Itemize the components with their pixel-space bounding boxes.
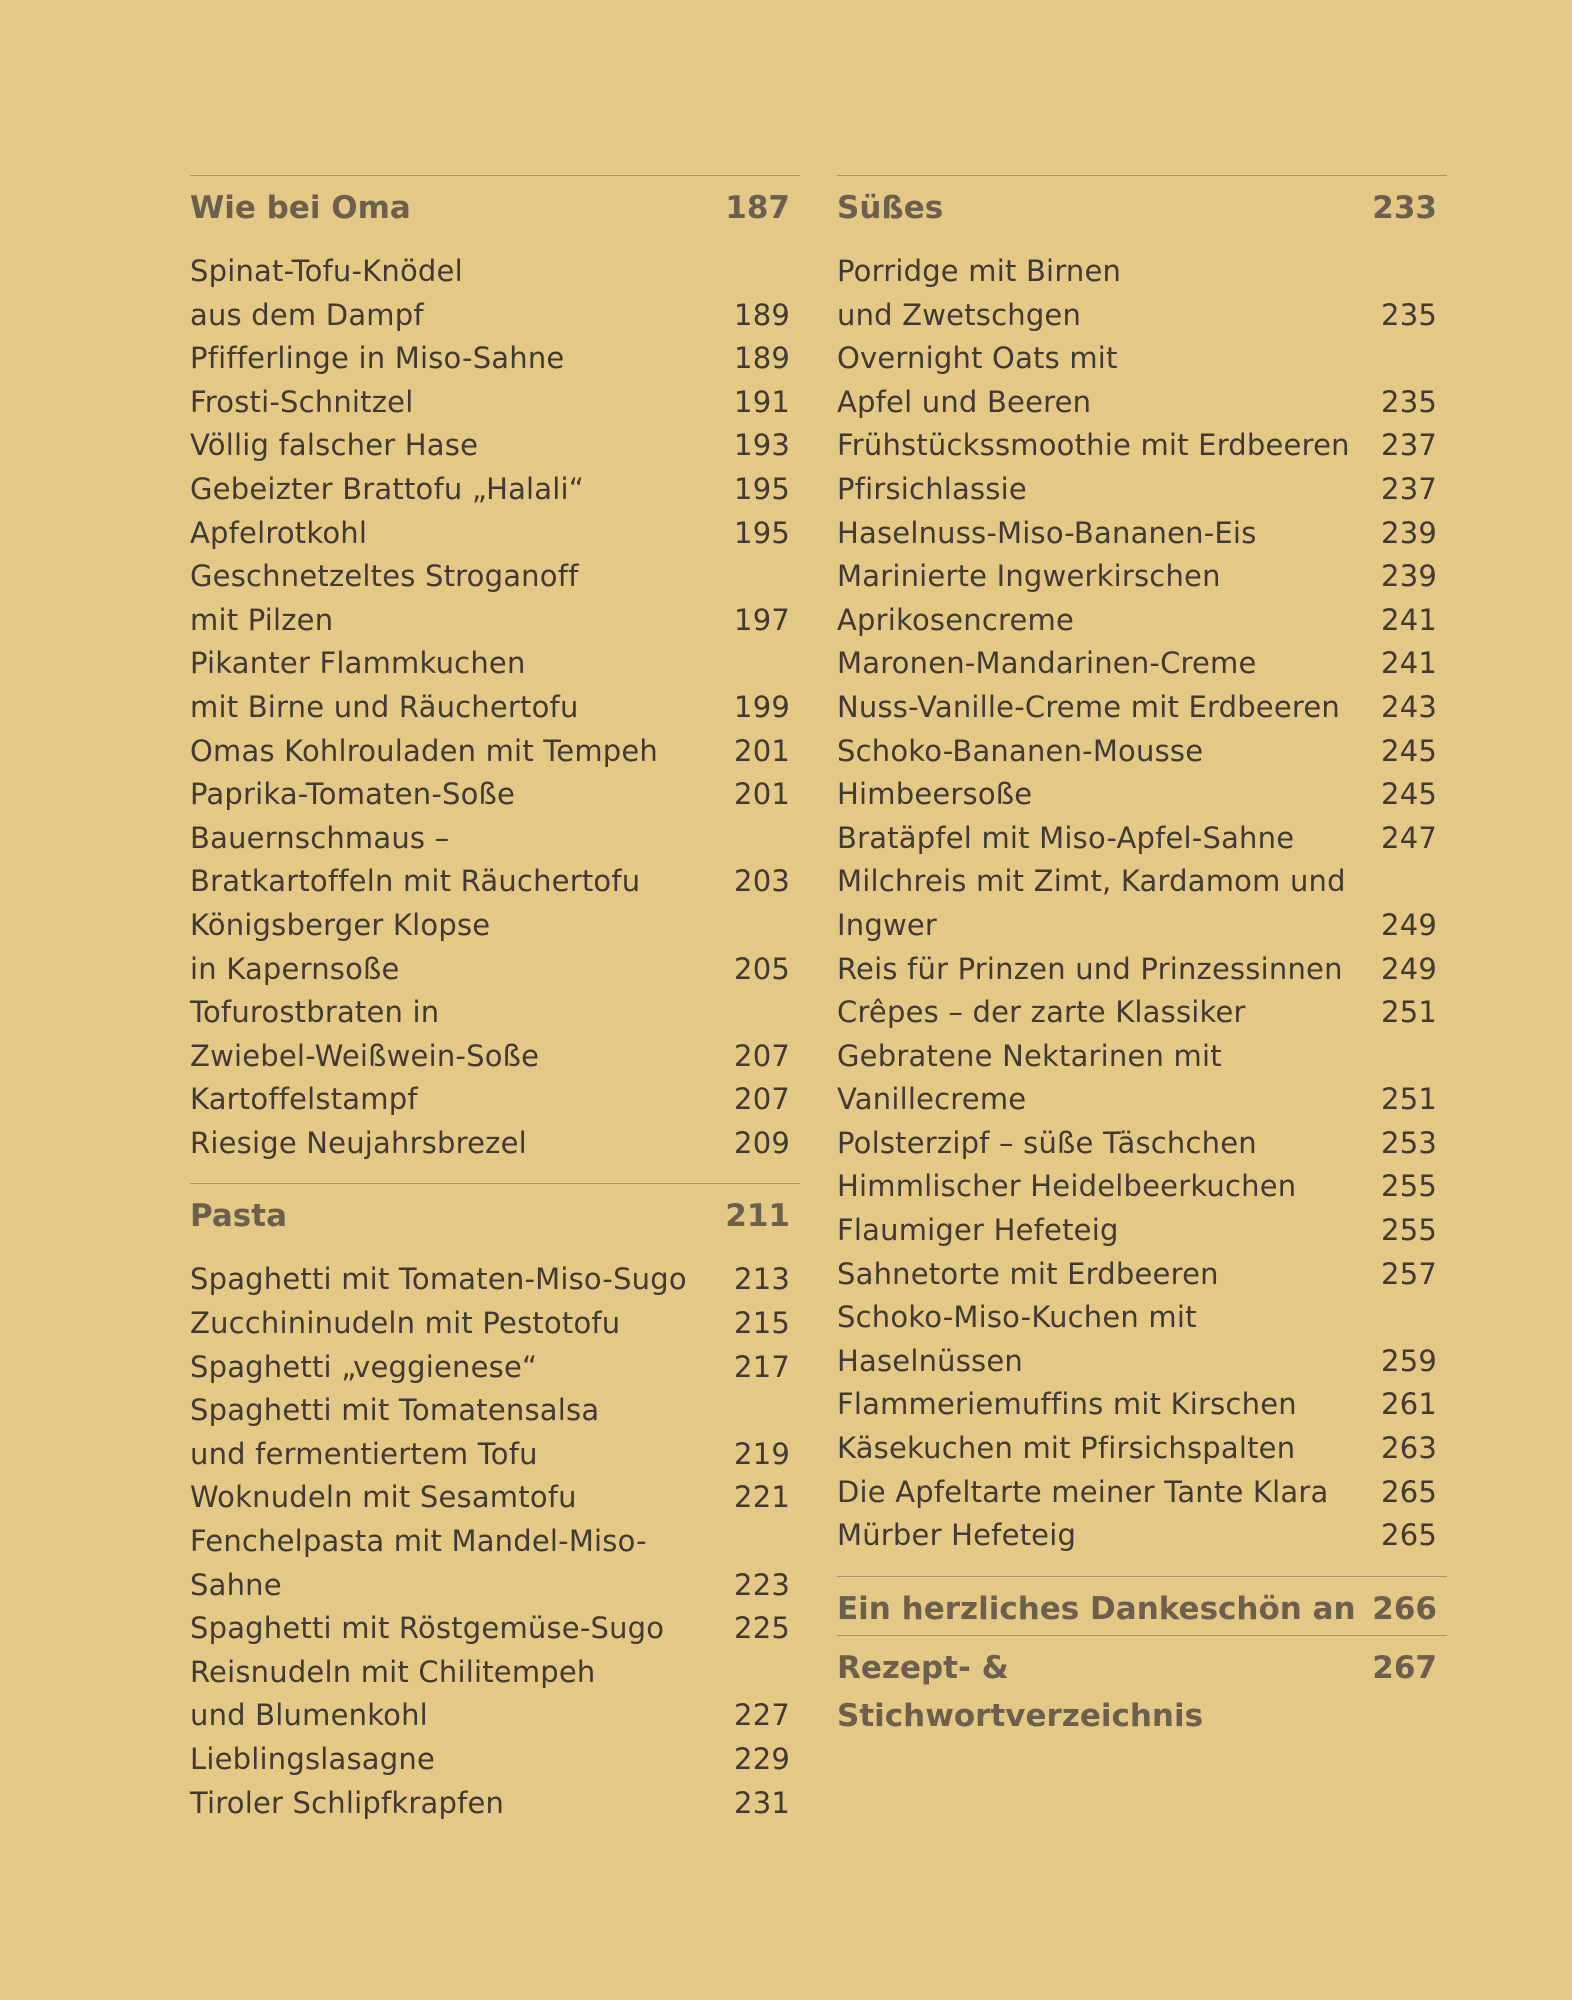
toc-entry[interactable]	[837, 1253, 1447, 1297]
entry-page-number: 193	[734, 428, 790, 463]
section-page-number: 266	[1372, 1590, 1437, 1627]
entry-title: Sahnetorte mit Erdbeeren	[837, 1256, 1219, 1291]
section-title: Wie bei Oma	[190, 190, 411, 226]
section-heading[interactable]	[190, 184, 800, 232]
section-title: Rezept- & Stichwortverzeichnis	[837, 1649, 1204, 1734]
entry-page-number: 235	[1381, 297, 1437, 332]
toc-entry[interactable]	[837, 250, 1447, 294]
entry-page-number: 245	[1381, 777, 1437, 812]
toc-left-column	[190, 175, 800, 1843]
entry-title: Kartoffelstampf	[190, 1082, 418, 1117]
entry-title: mit Birne und Räuchertofu	[190, 689, 579, 724]
entry-page-number: 219	[734, 1436, 790, 1471]
entry-page-number: 227	[734, 1698, 790, 1733]
entry-title: Tiroler Schlipfkrapfen	[190, 1785, 505, 1820]
entry-page-number: 237	[1381, 428, 1437, 463]
toc-entry[interactable]	[837, 468, 1447, 512]
entry-title: und Zwetschgen	[837, 297, 1082, 332]
toc-entry[interactable]	[190, 1433, 800, 1477]
entry-page-number: 257	[1381, 1256, 1437, 1291]
toc-entry[interactable]	[837, 1383, 1447, 1427]
toc-entry[interactable]	[837, 948, 1447, 992]
toc-entry[interactable]	[837, 424, 1447, 468]
entry-title: Milchreis mit Zimt, Kardamom und	[837, 864, 1346, 899]
entry-page-number: 231	[734, 1785, 790, 1820]
toc-entry[interactable]	[837, 817, 1447, 861]
entry-page-number: 203	[734, 864, 790, 899]
entry-page-number: 195	[734, 515, 790, 550]
entry-title: Frosti-Schnitzel	[190, 384, 414, 419]
entry-title: Mürber Hefeteig	[837, 1518, 1077, 1553]
entry-page-number: 191	[734, 384, 790, 419]
toc-entry[interactable]	[190, 1476, 800, 1520]
toc-entry[interactable]	[837, 991, 1447, 1035]
entry-page-number: 253	[1381, 1125, 1437, 1160]
entry-page-number: 263	[1381, 1431, 1437, 1466]
entry-page-number: 237	[1381, 471, 1437, 506]
entry-title: Aprikosencreme	[837, 602, 1075, 637]
section-page-number: 211	[725, 1198, 790, 1235]
toc-entry[interactable]	[190, 599, 800, 643]
toc-entry[interactable]	[190, 686, 800, 730]
toc-entry[interactable]	[837, 860, 1447, 904]
toc-section-suesses	[837, 175, 1447, 1558]
toc-entry[interactable]	[190, 337, 800, 381]
toc-entry[interactable]	[190, 991, 800, 1035]
entry-title: Lieblingslasagne	[190, 1742, 436, 1776]
entry-title: Omas Kohlrouladen mit Tempeh	[190, 733, 659, 768]
toc-right-column	[837, 175, 1447, 1734]
section-heading[interactable]	[837, 1585, 1447, 1633]
toc-entry[interactable]	[190, 1389, 800, 1433]
toc-entry[interactable]	[837, 1165, 1447, 1209]
entry-page-number: 235	[1381, 384, 1437, 419]
toc-entry[interactable]	[190, 817, 800, 861]
entry-page-number: 255	[1381, 1213, 1437, 1248]
entry-title: Flaumiger Hefeteig	[837, 1213, 1119, 1248]
toc-entry[interactable]	[190, 1738, 800, 1782]
toc-entry[interactable]	[190, 294, 800, 338]
entry-page-number: 251	[1381, 1082, 1437, 1117]
entry-page-number: 225	[734, 1611, 790, 1646]
entry-page-number: 207	[734, 1038, 790, 1073]
entry-page-number: 249	[1381, 951, 1437, 986]
entry-page-number: 229	[734, 1742, 790, 1776]
entry-page-number: 255	[1381, 1169, 1437, 1204]
entry-title: Völlig falscher Hase	[190, 428, 479, 463]
entry-title: Spinat-Tofu-Knödel	[190, 254, 463, 288]
toc-entry[interactable]	[190, 512, 800, 556]
entry-title: Ingwer	[837, 907, 938, 942]
entry-page-number: 201	[734, 733, 790, 768]
toc-entry[interactable]	[837, 1078, 1447, 1122]
entry-title: Sahne	[190, 1567, 282, 1602]
toc-section-pasta	[190, 1183, 800, 1825]
toc-entry[interactable]	[190, 250, 800, 294]
toc-entry[interactable]	[190, 424, 800, 468]
entry-title: Vanillecreme	[837, 1082, 1027, 1117]
entry-page-number: 221	[734, 1480, 790, 1515]
entry-title: Polsterzipf – süße Täschchen	[837, 1125, 1257, 1160]
toc-entry[interactable]	[190, 1607, 800, 1651]
entry-title: Spaghetti „veggienese“	[190, 1349, 538, 1384]
toc-entry[interactable]	[190, 555, 800, 599]
entry-title: Reisnudeln mit Chilitempeh	[190, 1654, 596, 1689]
entry-title: mit Pilzen	[190, 602, 334, 637]
section-page-number: 187	[725, 190, 790, 226]
toc-entry[interactable]	[837, 1209, 1447, 1253]
entry-title: Nuss-Vanille-Creme mit Erdbeeren	[837, 689, 1340, 724]
entry-title: Himbeersoße	[837, 777, 1033, 812]
entry-page-number: 217	[734, 1349, 790, 1384]
section-title: Süßes	[837, 190, 944, 226]
entry-title: Marinierte Ingwerkirschen	[837, 559, 1221, 594]
entry-title: Spaghetti mit Röstgemüse-Sugo	[190, 1611, 665, 1646]
section-heading[interactable]	[837, 1644, 1447, 1734]
toc-entry[interactable]	[837, 686, 1447, 730]
entry-title: Reis für Prinzen und Prinzessinnen	[837, 951, 1343, 986]
entry-page-number: 213	[734, 1262, 790, 1297]
entry-page-number: 241	[1381, 602, 1437, 637]
entry-title: Schoko-Miso-Kuchen mit	[837, 1300, 1197, 1335]
entry-title: Die Apfeltarte meiner Tante Klara	[837, 1474, 1329, 1509]
entry-page-number: 199	[734, 689, 790, 724]
entry-page-number: 247	[1381, 820, 1437, 855]
toc-entry[interactable]	[837, 381, 1447, 425]
toc-entry[interactable]	[837, 642, 1447, 686]
toc-entry[interactable]	[190, 642, 800, 686]
toc-entry[interactable]	[837, 1122, 1447, 1166]
entry-title: Schoko-Bananen-Mousse	[837, 733, 1204, 768]
entry-title: Himmlischer Heidelbeerkuchen	[837, 1169, 1297, 1204]
toc-entry[interactable]	[190, 1782, 800, 1826]
entry-page-number: 245	[1381, 733, 1437, 768]
toc-entry[interactable]	[837, 1471, 1447, 1515]
toc-section-ein-herzliches-dankeschoen-an	[837, 1576, 1447, 1633]
entry-page-number: 259	[1381, 1343, 1437, 1378]
entry-page-number: 243	[1381, 689, 1437, 724]
entry-title: Bauernschmaus –	[190, 820, 450, 855]
toc-entry[interactable]	[837, 294, 1447, 338]
toc-entry[interactable]	[190, 1035, 800, 1079]
toc-entry[interactable]	[190, 948, 800, 992]
entry-page-number: 207	[734, 1082, 790, 1117]
entry-title: Maronen-Mandarinen-Creme	[837, 646, 1257, 681]
toc-entry[interactable]	[837, 1514, 1447, 1558]
entry-title: Apfelrotkohl	[190, 515, 368, 550]
entry-title: Gebeizter Brattofu „Halali“	[190, 471, 585, 506]
toc-entry[interactable]	[837, 773, 1447, 817]
entry-title: Haselnuss-Miso-Bananen-Eis	[837, 515, 1257, 550]
entry-title: Riesige Neujahrsbrezel	[190, 1125, 527, 1160]
entry-title: in Kapernsoße	[190, 951, 400, 986]
toc-entry[interactable]	[190, 1122, 800, 1166]
entry-title: Bratkartoffeln mit Räuchertofu	[190, 864, 641, 899]
toc-section-wie-bei-oma	[190, 175, 800, 1165]
entry-title: Pfifferlinge in Miso-Sahne	[190, 341, 565, 376]
entry-title: Spaghetti mit Tomatensalsa	[190, 1393, 600, 1428]
entry-title: Käsekuchen mit Pfirsichspalten	[837, 1431, 1296, 1466]
entry-title: und Blumenkohl	[190, 1698, 428, 1733]
toc-entry[interactable]	[190, 904, 800, 948]
toc-entry[interactable]	[837, 730, 1447, 774]
toc-entry[interactable]	[190, 381, 800, 425]
entry-page-number: 241	[1381, 646, 1437, 681]
section-title: Ein herzliches Dankeschön an	[837, 1590, 1356, 1627]
entry-page-number: 189	[734, 341, 790, 376]
entry-page-number: 201	[734, 777, 790, 812]
toc-entry[interactable]	[837, 1427, 1447, 1471]
toc-entry[interactable]	[837, 555, 1447, 599]
entry-title: Crêpes – der zarte Klassiker	[837, 995, 1246, 1030]
toc-entry[interactable]	[190, 1258, 800, 1302]
entry-page-number: 189	[734, 297, 790, 332]
entry-page-number: 223	[734, 1567, 790, 1602]
entry-title: Haselnüssen	[837, 1343, 1023, 1378]
entry-page-number: 195	[734, 471, 790, 506]
entry-page-number: 197	[734, 602, 790, 637]
entry-page-number: 239	[1381, 559, 1437, 594]
entry-title: Apfel und Beeren	[837, 384, 1092, 419]
entry-title: Flammeriemuffins mit Kirschen	[837, 1387, 1297, 1422]
entry-title: Zwiebel-Weißwein-Soße	[190, 1038, 540, 1073]
entry-page-number: 249	[1381, 907, 1437, 942]
entry-title: Fenchelpasta mit Mandel-Miso-	[190, 1524, 647, 1559]
toc-entry[interactable]	[190, 1651, 800, 1695]
entry-title: und fermentiertem Tofu	[190, 1436, 538, 1471]
section-heading[interactable]	[837, 184, 1447, 232]
entry-page-number: 261	[1381, 1387, 1437, 1422]
entry-page-number: 215	[734, 1306, 790, 1341]
toc-entry[interactable]	[190, 1520, 800, 1564]
entry-title: Königsberger Klopse	[190, 907, 491, 942]
toc-entry[interactable]	[190, 773, 800, 817]
toc-entry[interactable]	[190, 1694, 800, 1738]
entry-title: Tofurostbraten in	[190, 995, 440, 1030]
entry-title: Bratäpfel mit Miso-Apfel-Sahne	[837, 820, 1295, 855]
entry-page-number: 251	[1381, 995, 1437, 1030]
entry-title: Spaghetti mit Tomaten-Miso-Sugo	[190, 1262, 687, 1297]
entry-page-number: 209	[734, 1125, 790, 1160]
entry-title: Gebratene Nektarinen mit	[837, 1038, 1222, 1073]
toc-entry[interactable]	[190, 468, 800, 512]
toc-entry[interactable]	[190, 1564, 800, 1608]
section-title: Pasta	[190, 1198, 287, 1235]
toc-entry[interactable]	[190, 1302, 800, 1346]
toc-entry[interactable]	[190, 730, 800, 774]
section-heading[interactable]	[190, 1192, 800, 1240]
entry-title: Woknudeln mit Sesamtofu	[190, 1480, 577, 1515]
toc-section-rezept-stichwortverzeichnis	[837, 1635, 1447, 1734]
entry-title: Zucchininudeln mit Pestotofu	[190, 1306, 621, 1341]
toc-entry[interactable]	[190, 1346, 800, 1390]
section-page-number: 267	[1372, 1649, 1437, 1686]
entry-title: Paprika-Tomaten-Soße	[190, 777, 516, 812]
entry-page-number: 239	[1381, 515, 1437, 550]
entry-title: Pikanter Flammkuchen	[190, 646, 526, 681]
entry-title: Overnight Oats mit	[837, 341, 1118, 376]
toc-entry[interactable]	[837, 904, 1447, 948]
entry-page-number: 265	[1381, 1474, 1437, 1509]
toc-entry[interactable]	[190, 1078, 800, 1122]
toc-entry[interactable]	[837, 1340, 1447, 1384]
entry-title: Frühstückssmoothie mit Erdbeeren	[837, 428, 1350, 463]
toc-entry[interactable]	[837, 512, 1447, 556]
toc-entry[interactable]	[837, 1296, 1447, 1340]
section-page-number: 233	[1372, 190, 1437, 226]
entry-title: aus dem Dampf	[190, 297, 424, 332]
entry-page-number: 205	[734, 951, 790, 986]
toc-entry[interactable]	[837, 599, 1447, 643]
toc-entry[interactable]	[837, 1035, 1447, 1079]
entry-title: Porridge mit Birnen	[837, 254, 1122, 288]
toc-entry[interactable]	[837, 337, 1447, 381]
entry-title: Pfirsichlassie	[837, 471, 1027, 506]
entry-page-number: 265	[1381, 1518, 1437, 1553]
entry-title: Geschnetzeltes Stroganoff	[190, 559, 579, 594]
toc-entry[interactable]	[190, 860, 800, 904]
